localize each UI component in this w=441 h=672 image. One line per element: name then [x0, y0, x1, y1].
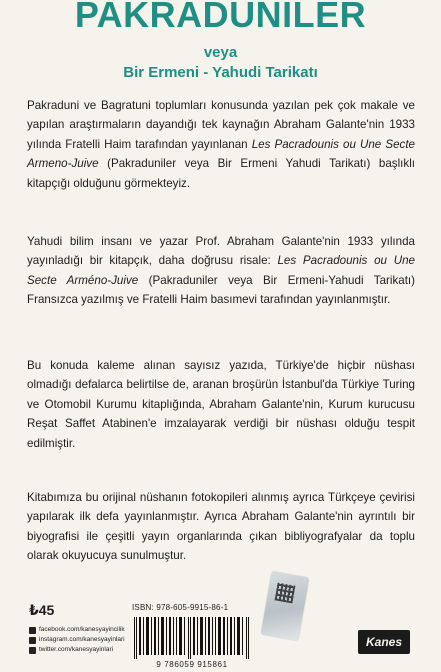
social-links [29, 625, 125, 655]
qr-code-icon [275, 583, 296, 604]
library-sticker [261, 571, 310, 641]
paragraph-4: Kitabımıza bu orijinal nüshanın fotokopileri alınmış ayrıca Türkçeye çevirisi yapılarak ilk defa yayınlanmıştır. Ayrıca Abraham Galante'nin ayrıntılı bir biyografisi ile çeşitli yayın organlarında çıkan bibliyografyalar da toplu olarak okuyucuya sunulmuştur. [27, 491, 415, 563]
book-reference-italic: Les Pacradounis ou Une Secte Arméno-Juive [27, 254, 415, 287]
barcode [130, 617, 254, 659]
price-label: ₺45 [29, 602, 55, 618]
instagram-icon [29, 637, 36, 644]
publisher-logo: Kanes [358, 630, 410, 654]
paragraph-3: Bu konuda kaleme alınan sayısız yazıda, Türkiye'de hiçbir nüshası olmadığı defalarca belirtilse de, aranan broşürün İstanbul'da Türkiye Turing ve Otomobil Kurumu kitaplığında, Abraham Galante'nin, Kurum kurucusu Reşat Saffet Atabinen'e imzalayarak verdiği bir nüshası olduğu tespit edilmiştir. [27, 359, 415, 450]
social-item-instagram: instagram.com/kanesyayinlari [29, 635, 125, 645]
paragraph-1: Pakraduni ve Bagratuni toplumları konusunda yazılan pek çok makale ve yapılan araştırmaların dayandığı tek kaynağın Abraham Galante'nin 1933 yılında Fratelli Haim tarafından yayınlanan Les Pacradounis ou Une Secte Armeno-Juive (Pakraduniler veya Bir Ermeni Yahudi Tarikatı) başlıklı kitapçığı olduğunu görmekteyiz. [27, 99, 415, 190]
social-item-facebook: facebook.com/kanesyayincilik [29, 625, 125, 635]
social-item-twitter: twitter.com/kanesyayinlari [29, 645, 125, 655]
paragraph-2: Yahudi bilim insanı ve yazar Prof. Abraham Galante'nin 1933 yılında yayınladığı bir kitapçık, daha doğrusu risale: Les Pacradounis ou Une Secte Arméno-Juive (Pakraduniler veya Bir Ermeni-Yahudi Tarikatı) Fransızca yazılmış ve Fratelli Haim basımevi tarafından yayınlanmıştır. [27, 235, 416, 307]
book-title: PAKRADUNILER [74, 0, 367, 35]
cover-footer [0, 596, 441, 672]
facebook-icon [29, 627, 36, 634]
subtitle-connector: veya [203, 44, 238, 61]
twitter-icon [29, 647, 36, 654]
book-reference-italic: Les Pacradounis ou Une Secte Armeno-Juive [27, 137, 415, 171]
barcode-number: 9 786059 915861 [156, 660, 228, 669]
subtitle: Bir Ermeni - Yahudi Tarikatı [123, 64, 318, 81]
isbn-label: ISBN: 978-605-9915-86-1 [132, 603, 229, 612]
